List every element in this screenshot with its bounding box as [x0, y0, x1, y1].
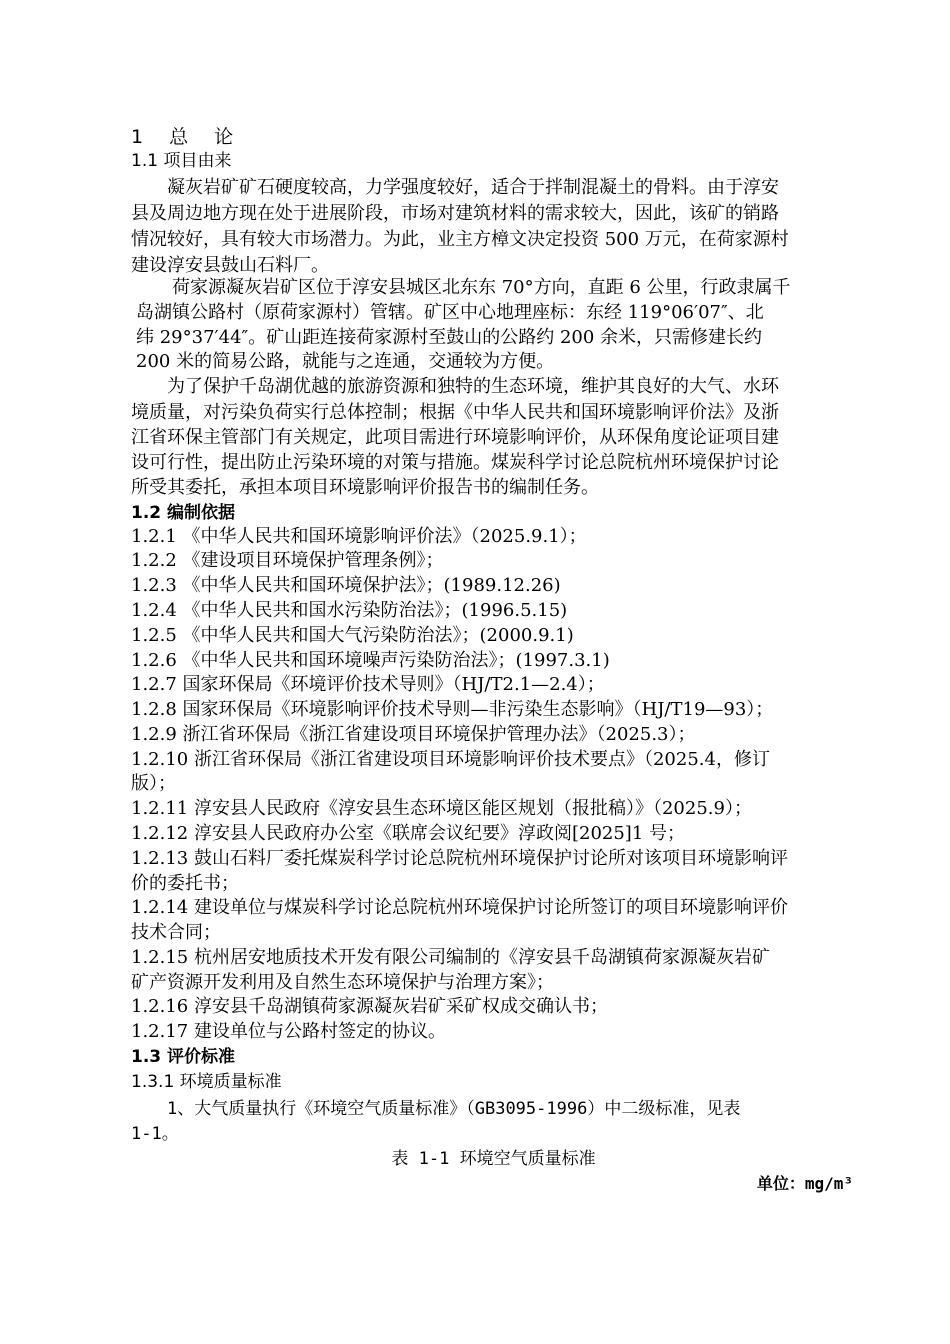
chapter-heading: 1 总 论	[131, 126, 244, 148]
basis-item: 1.2.6 《中华人民共和国环境噪声污染防治法》；(1997.3.1)	[131, 650, 610, 671]
basis-item: 1.2.12 淳安县人民政府办公室《联席会议纪要》淳政阅[2025]1 号；	[131, 823, 685, 844]
paragraph-line: 设可行性，提出防止污染环境的对策与措施。煤炭科学讨论总院杭州环境保护讨论	[131, 452, 779, 473]
paragraph-line: 1-1。	[131, 1124, 179, 1144]
basis-item: 1.2.2 《建设项目环境保护管理条例》；	[131, 550, 444, 571]
basis-item: 1.2.5 《中华人民共和国大气污染防治法》；(2000.9.1)	[131, 625, 574, 646]
basis-item: 1.2.3 《中华人民共和国环境保护法》；(1989.12.26)	[131, 575, 561, 596]
basis-item: 1.2.11 淳安县人民政府《淳安县生态环境区能区规划（报批稿）》（2025.9）；	[131, 798, 752, 819]
paragraph-line: 凝灰岩矿矿石硬度较高，力学强度较好，适合于拌制混凝土的骨料。由于淳安	[167, 177, 779, 198]
paragraph-line: 县及周边地方现在处于进展阶段，市场对建筑材料的需求较大，因此，该矿的销路	[131, 203, 779, 224]
paragraph-line: 荷家源凝灰岩矿区位于淳安县城区北东东 70°方向，直距 6 公里，行政隶属千	[172, 277, 791, 298]
basis-item: 1.2.10 浙江省环保局《浙江省建设项目环境影响评价技术要点》（2025.4，修订	[131, 749, 770, 770]
basis-item: 1.2.9 浙江省环保局《浙江省建设项目环境保护管理办法》（2025.3）；	[131, 724, 696, 745]
paragraph-line: 为了保护千岛湖优越的旅游资源和独特的生态环境，维护其良好的大气、水环	[167, 376, 779, 397]
basis-item: 1.2.4 《中华人民共和国水污染防治法》；(1996.5.15)	[131, 600, 568, 621]
basis-item: 1.2.8 国家环保局《环境影响评价技术导则—非污染生态影响》（HJ/T19—93）；	[131, 699, 774, 720]
basis-item: 1.2.13 鼓山石料厂委托煤炭科学讨论总院杭州环境保护讨论所对该项目环境影响评	[131, 848, 788, 869]
section-heading-1-1: 1.1 项目由来	[131, 151, 232, 171]
paragraph-line: 岛湖镇公路村（原荷家源村）管辖。矿区中心地理座标：东经 119°06′07″、北	[136, 302, 764, 323]
section-heading-1-3: 1.3 评价标准	[131, 1047, 236, 1067]
basis-item: 1.2.17 建设单位与公路村签定的协议。	[131, 1021, 446, 1042]
section-heading-1-2: 1.2 编制依据	[131, 503, 236, 523]
basis-item: 1.2.16 淳安县千岛湖镇荷家源凝灰岩矿采矿权成交确认书；	[131, 996, 608, 1017]
basis-item: 1.2.15 杭州居安地质技术开发有限公司编制的《淳安县千岛湖镇荷家源凝灰岩矿	[131, 947, 770, 968]
basis-item: 1.2.7 国家环保局《环境评价技术导则》（HJ/T2.1—2.4）；	[131, 674, 605, 695]
table-unit: 单位：mg/m³	[756, 1174, 853, 1193]
basis-item: 价的委托书；	[131, 873, 239, 894]
basis-item: 版）；	[131, 773, 176, 794]
basis-item: 1.2.14 建设单位与煤炭科学讨论总院杭州环境保护讨论所签订的项目环境影响评价	[131, 897, 788, 918]
table-caption: 表 1-1 环境空气质量标准	[391, 1149, 596, 1169]
basis-item: 矿产资源开发利用及自然生态环境保护与治理方案》；	[131, 972, 554, 993]
paragraph-line: 建设淳安县鼓山石料厂。	[131, 255, 329, 276]
section-heading-1-3-1: 1.3.1 环境质量标准	[131, 1072, 282, 1092]
paragraph-line: 所受其委托，承担本项目环境影响评价报告书的编制任务。	[131, 477, 599, 498]
paragraph-line: 情况较好，具有较大市场潜力。为此，业主方樟文决定投资 500 万元，在荷家源村	[131, 229, 789, 250]
paragraph-line: 江省环保主管部门有关规定，此项目需进行环境影响评价，从环保角度论证项目建	[131, 427, 779, 448]
paragraph-line: 200 米的简易公路，就能与之连通，交通较为方便。	[136, 351, 555, 372]
paragraph-line: 1、大气质量执行《环境空气质量标准》（GB3095-1996）中二级标准，见表	[167, 1099, 741, 1119]
basis-item: 1.2.1 《中华人民共和国环境影响评价法》（2025.9.1）；	[131, 526, 587, 547]
paragraph-line: 纬 29°37′44″。矿山距连接荷家源村至鼓山的公路约 200 余米，只需修建长约	[136, 327, 763, 348]
basis-item: 技术合同；	[131, 922, 221, 943]
paragraph-line: 境质量，对污染负荷实行总体控制；根据《中华人民共和国环境影响评价法》及浙	[131, 402, 779, 423]
